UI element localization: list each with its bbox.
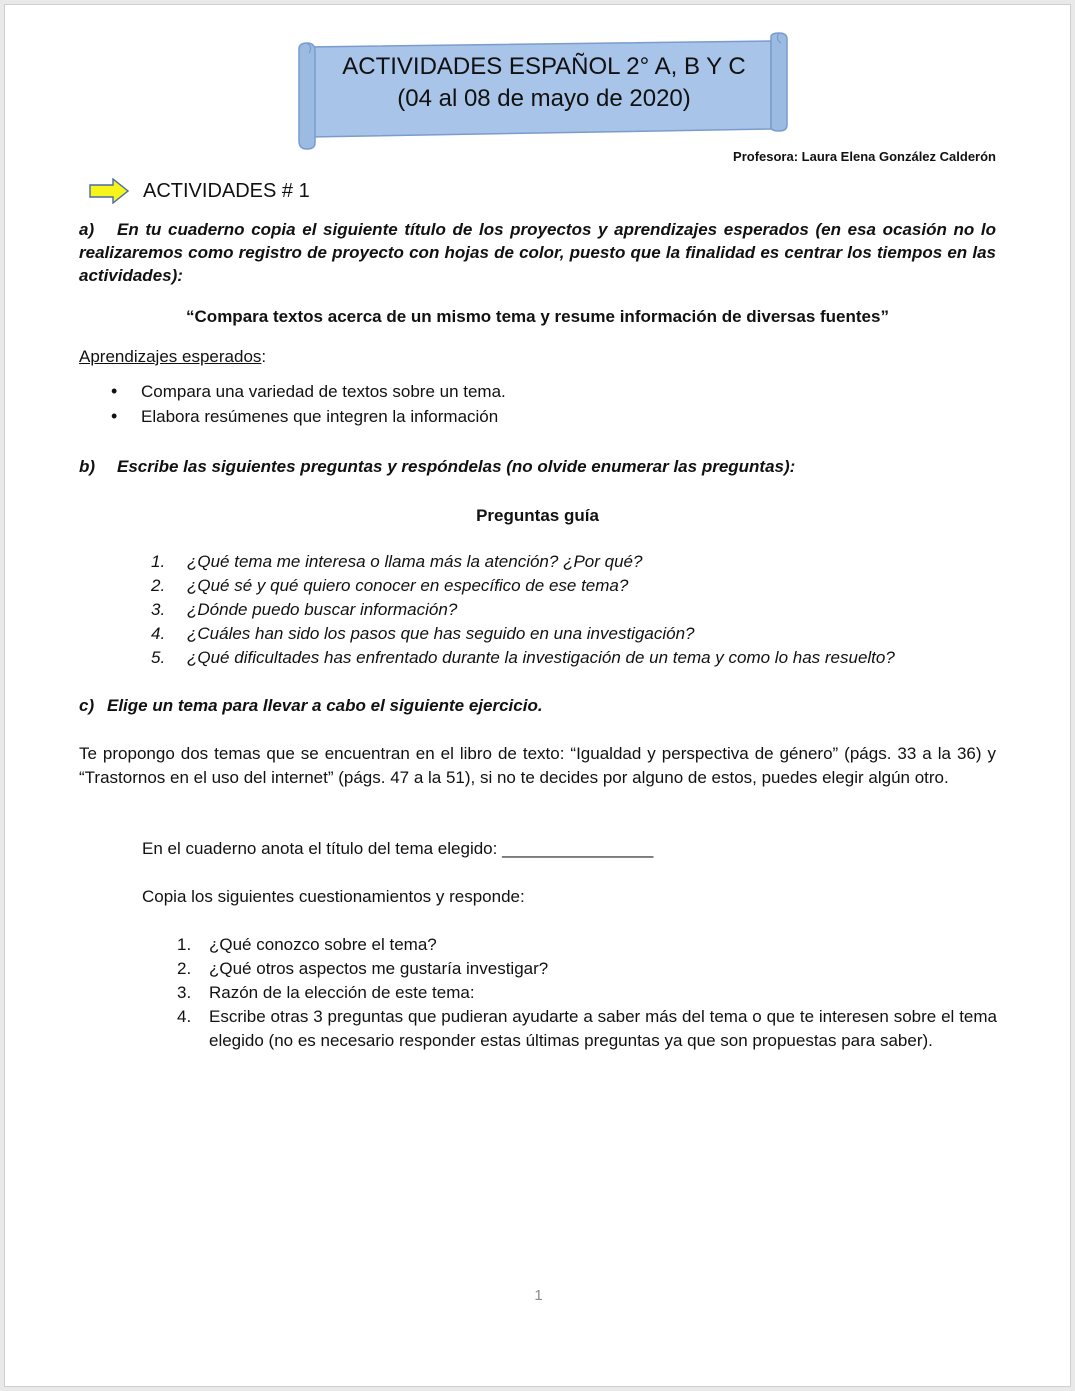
list-item xyxy=(151,598,895,622)
question-number: 2. xyxy=(177,959,192,978)
question-number: 3. xyxy=(151,600,166,619)
list-item xyxy=(173,981,997,1005)
question-text: Escribe otras 3 preguntas que pudieran ayudarte a saber más del tema o que te interesen sobre el tema elegido (no es necesario responder estas últimas preguntas ya que son propuestas para saber). xyxy=(209,1007,997,1050)
section-c-label: c) xyxy=(79,696,95,715)
question-text: Razón de la elección de este tema: xyxy=(209,983,475,1002)
question-number: 4. xyxy=(177,1007,192,1026)
question-text: ¿Qué sé y qué quiero conocer en específico de ese tema? xyxy=(187,576,629,595)
question-number: 1. xyxy=(151,552,166,571)
document-page xyxy=(4,4,1071,1387)
page-number: 1 xyxy=(534,1287,543,1304)
question-text: ¿Qué tema me interesa o llama más la atención? ¿Por qué? xyxy=(187,552,643,571)
section-a xyxy=(79,218,996,287)
teacher-name: Profesora: Laura Elena González Calderón xyxy=(733,149,996,164)
project-title: “Compara textos acerca de un mismo tema y resume información de diversas fuentes” xyxy=(186,307,889,326)
list-item xyxy=(173,957,997,981)
section-b xyxy=(79,455,996,478)
guide-heading: Preguntas guía xyxy=(476,506,599,525)
activities-heading xyxy=(89,173,310,209)
expected-list xyxy=(79,379,506,429)
banner-title: ACTIVIDADES ESPAÑOL 2° A, B Y C xyxy=(342,53,746,80)
question-text: ¿Qué dificultades has enfrentado durante la investigación de un tema y como lo has resuelto? xyxy=(187,648,895,667)
section-b-label: b) xyxy=(79,457,96,476)
guide-questions xyxy=(151,550,895,670)
proposal-paragraph: Te propongo dos temas que se encuentran en el libro de texto: “Igualdad y perspectiva de género” (págs. 33 a la 36) y “Trastornos en el uso del internet” (págs. 47 a la 51), si no te decides por alguno de estos, puedes elegir algún otro. xyxy=(79,744,996,787)
question-number: 4. xyxy=(151,624,166,643)
list-item xyxy=(151,574,895,598)
question-number: 1. xyxy=(177,935,192,954)
expected-colon: : xyxy=(261,347,267,366)
question-number: 3. xyxy=(177,983,192,1002)
notebook-line: En el cuaderno anota el título del tema elegido: ________________ xyxy=(142,839,654,858)
expected-heading-line xyxy=(79,345,996,368)
title-banner xyxy=(295,31,791,151)
question-text: ¿Cuáles han sido los pasos que has seguido en una investigación? xyxy=(187,624,695,643)
activities-title: ACTIVIDADES # 1 xyxy=(143,179,310,202)
expected-heading: Aprendizajes esperados xyxy=(79,347,262,366)
list-item: • Compara una variedad de textos sobre un tema. xyxy=(79,379,506,404)
copy-instruction: Copia los siguientes cuestionamientos y responde: xyxy=(142,887,525,906)
list-item: • Elabora resúmenes que integren la información xyxy=(79,404,506,429)
list-item xyxy=(151,550,895,574)
question-text: ¿Qué conozco sobre el tema? xyxy=(209,935,437,954)
question-text: ¿Dónde puedo buscar información? xyxy=(187,600,458,619)
section-c-text: Elige un tema para llevar a cabo el siguiente ejercicio. xyxy=(107,696,543,715)
question-number: 2. xyxy=(151,576,166,595)
section-b-text: Escribe las siguientes preguntas y respóndelas (no olvide enumerar las preguntas): xyxy=(117,457,796,476)
right-arrow-icon xyxy=(89,178,129,204)
section-a-text: En tu cuaderno copia el siguiente título de los proyectos y aprendizajes esperados (en esa ocasión no lo realizaremos como registro de proyecto con hojas de color, puesto que la finalidad es centrar los tiempos en las actividades): xyxy=(79,220,996,285)
question-number: 5. xyxy=(151,648,166,667)
section-c xyxy=(79,694,996,717)
section-a-label: a) xyxy=(79,220,95,239)
topic-questions xyxy=(173,933,997,1053)
list-item xyxy=(173,1005,997,1053)
list-item xyxy=(151,622,895,646)
banner-dates: (04 al 08 de mayo de 2020) xyxy=(397,85,691,112)
list-item xyxy=(151,646,895,670)
list-item xyxy=(173,933,997,957)
question-text: ¿Qué otros aspectos me gustaría investigar? xyxy=(209,959,549,978)
